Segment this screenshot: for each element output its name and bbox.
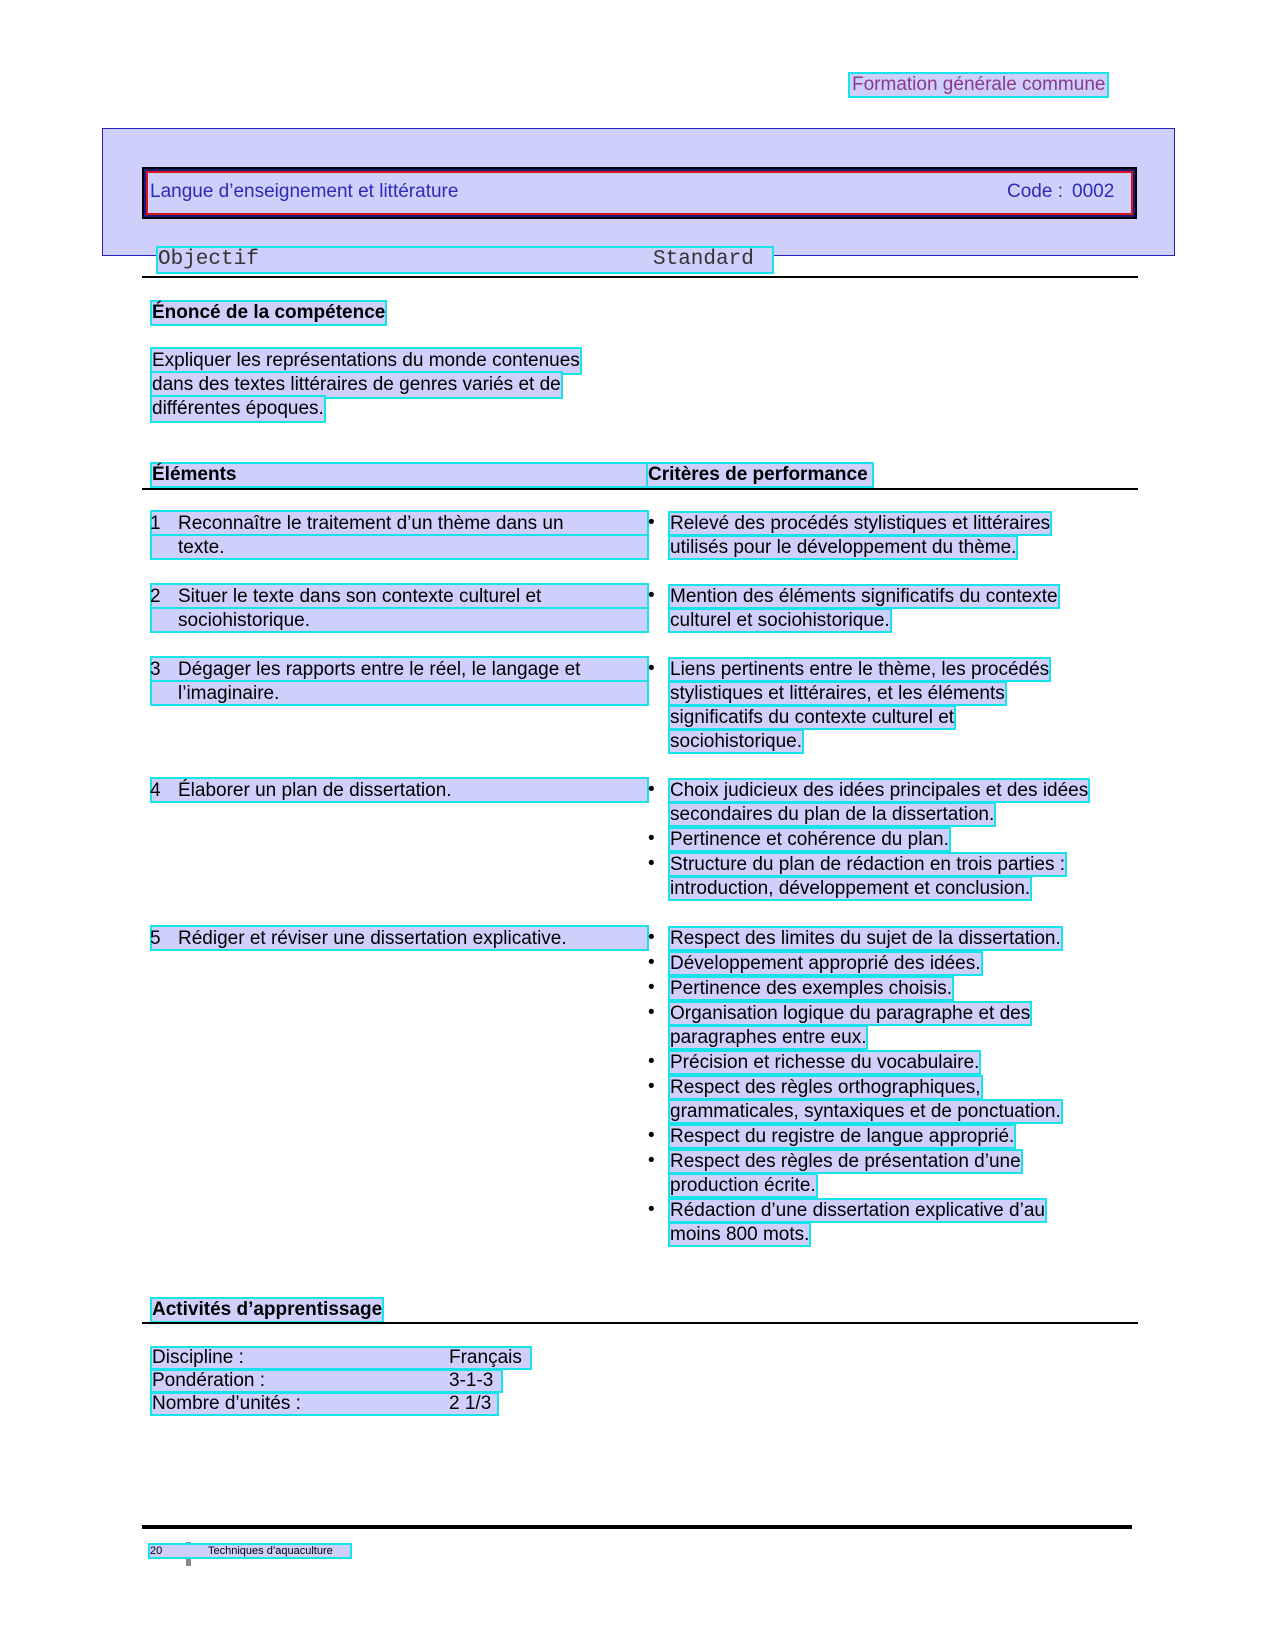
criterion-line: paragraphes entre eux. [670, 1027, 867, 1048]
criterion-line: Relevé des procédés stylistiques et littéraires [670, 513, 1051, 534]
criterion-line: Pertinence et cohérence du plan. [670, 829, 949, 850]
criterion-line: Développement approprié des idées. [670, 953, 981, 974]
bullet-icon: • [648, 658, 655, 679]
element-text: Situer le texte dans son contexte culturel et [178, 586, 542, 607]
criterion-line: stylistiques et littéraires, et les éléments [670, 683, 1005, 704]
element-number: 4 [150, 780, 161, 801]
footer [150, 1545, 350, 1557]
element-text: Élaborer un plan de dissertation. [178, 780, 452, 801]
standard-heading: Standard [653, 248, 754, 271]
criterion-line: sociohistorique. [670, 731, 803, 752]
criterion-line: Choix judicieux des idées principales et des idées [670, 780, 1089, 801]
divider [142, 488, 1138, 490]
bullet-icon: • [648, 512, 655, 533]
criterion-line: culturel et sociohistorique. [670, 610, 890, 631]
element-text: Reconnaître le traitement d’un thème dans un [178, 513, 564, 534]
course-code-label: Code : [1007, 181, 1063, 202]
criterion-line: Respect des limites du sujet de la dissertation. [670, 928, 1061, 949]
bullet-icon: • [648, 1199, 655, 1220]
objectif-heading: Objectif [158, 248, 259, 271]
bullet-icon: • [648, 779, 655, 800]
criteria-heading: Critères de performance [648, 464, 872, 486]
bullet-icon: • [648, 585, 655, 606]
criterion-line: moins 800 mots. [670, 1224, 810, 1245]
course-title: Langue d’enseignement et littérature [150, 181, 459, 202]
bullet-icon: • [648, 828, 655, 849]
program-name: Techniques d’aquaculture [208, 1545, 333, 1557]
competence-line: Expliquer les représentations du monde contenues [152, 350, 580, 371]
criterion-line: Rédaction d’une dissertation explicative d’au [670, 1200, 1045, 1221]
column-heading-row [158, 248, 772, 272]
element-number: 1 [150, 513, 161, 534]
element-text: Rédiger et réviser une dissertation explicative. [178, 928, 567, 949]
competence-line: différentes époques. [152, 398, 324, 419]
bullet-icon: • [648, 1076, 655, 1097]
bullet-icon: • [648, 927, 655, 948]
bullet-icon: • [648, 1002, 655, 1023]
bullet-icon: • [648, 853, 655, 874]
criterion-line: Pertinence des exemples choisis. [670, 978, 952, 999]
criterion-line: introduction, développement et conclusion. [670, 878, 1031, 899]
divider [142, 1322, 1138, 1324]
units-value: 2 1/3 [449, 1393, 492, 1414]
activities-heading: Activités d’apprentissage [152, 1299, 383, 1320]
running-header: Formation générale commune [852, 74, 1106, 95]
element-text: sociohistorique. [178, 610, 311, 631]
criterion-line: Liens pertinents entre le thème, les procédés [670, 659, 1050, 680]
criterion-line: production écrite. [670, 1175, 816, 1196]
element-text: l’imaginaire. [178, 683, 280, 704]
bullet-icon: • [648, 1125, 655, 1146]
criterion-line: Mention des éléments significatifs du contexte [670, 586, 1058, 607]
element-text: Dégager les rapports entre le réel, le langage et [178, 659, 581, 680]
criterion-line: Respect des règles orthographiques, [670, 1077, 981, 1098]
divider [142, 276, 1138, 278]
element-number: 3 [150, 659, 161, 680]
criterion-line: secondaires du plan de la dissertation. [670, 804, 995, 825]
element-number: 2 [150, 586, 161, 607]
page-number: 20 [150, 1545, 163, 1557]
footer-rule [142, 1525, 1132, 1529]
weighting-label: Pondération : [152, 1370, 266, 1391]
discipline-label: Discipline : [152, 1347, 244, 1368]
criterion-line: Structure du plan de rédaction en trois parties : [670, 854, 1066, 875]
competence-heading: Énoncé de la compétence [152, 302, 386, 323]
competence-line: dans des textes littéraires de genres variés et de [152, 374, 561, 395]
discipline-value: Français [449, 1347, 522, 1368]
criterion-line: Précision et richesse du vocabulaire. [670, 1052, 980, 1073]
criterion-line: utilisés pour le développement du thème. [670, 537, 1017, 558]
units-label: Nombre d’unités : [152, 1393, 301, 1414]
bullet-icon: • [648, 1150, 655, 1171]
criterion-line: grammaticales, syntaxiques et de ponctuation. [670, 1101, 1061, 1122]
elements-heading: Éléments [152, 464, 647, 486]
weighting-value: 3-1-3 [449, 1370, 494, 1391]
competence-statement [152, 349, 580, 421]
element-number: 5 [150, 928, 161, 949]
criterion-line: Respect des règles de présentation d’une [670, 1151, 1021, 1172]
element-text: texte. [178, 537, 225, 558]
criterion-line: significatifs du contexte culturel et [670, 707, 955, 728]
criterion-line: Respect du registre de langue approprié. [670, 1126, 1015, 1147]
course-code-value: 0002 [1072, 181, 1115, 202]
bullet-icon: • [648, 952, 655, 973]
criterion-line: Organisation logique du paragraphe et des [670, 1003, 1031, 1024]
bullet-icon: • [648, 977, 655, 998]
bullet-icon: • [648, 1051, 655, 1072]
